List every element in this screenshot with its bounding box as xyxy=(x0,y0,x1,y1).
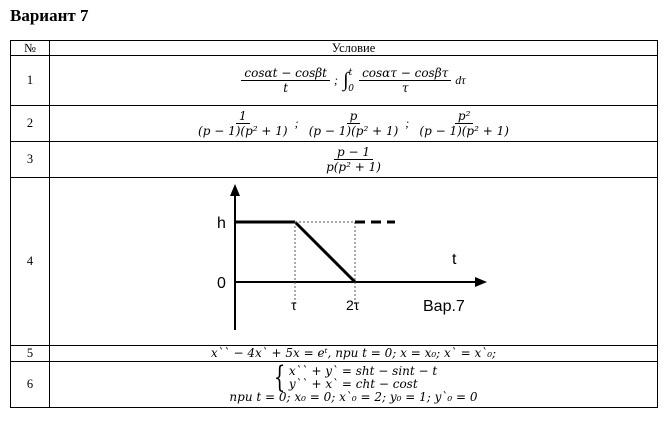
variant-label: Вар.7 xyxy=(422,297,465,315)
system-lines xyxy=(289,365,437,391)
denominator: (p − 1)(p² + 1) xyxy=(198,124,288,138)
header-number: № xyxy=(11,41,50,56)
separator: ; xyxy=(333,73,338,87)
numerator: cosαt − cosβt xyxy=(241,66,330,81)
table-row xyxy=(11,346,658,362)
table-row xyxy=(11,178,658,346)
table-row xyxy=(11,56,658,106)
denominator: (p − 1)(p² + 1) xyxy=(308,124,399,138)
row-number: 5 xyxy=(11,346,50,362)
signal-decline xyxy=(295,222,355,282)
condition-cell xyxy=(50,362,658,408)
system-brace: { xyxy=(273,360,286,395)
integral-upper-limit: t xyxy=(348,68,353,79)
fraction xyxy=(359,66,451,95)
x-axis-arrow xyxy=(475,277,487,287)
y-axis-arrow xyxy=(230,184,240,196)
fraction xyxy=(306,109,402,138)
separator: ; xyxy=(294,116,299,130)
row-number: 6 xyxy=(11,362,50,408)
row-number: 1 xyxy=(11,56,50,106)
row-number: 3 xyxy=(11,142,50,178)
fraction xyxy=(195,109,291,138)
label-t: t xyxy=(451,250,456,268)
label-h: h xyxy=(216,214,226,232)
table-row xyxy=(11,362,658,408)
integral-lower-limit: 0 xyxy=(348,84,354,95)
table-header-row xyxy=(11,41,658,56)
fraction xyxy=(416,109,512,138)
equation: x`` − 4x` + 5x = eᵗ, при t = 0; x = x₀; x` = x`₀; xyxy=(210,346,497,360)
differential: dτ xyxy=(455,73,466,87)
table-row xyxy=(11,142,658,178)
signal-graph xyxy=(209,180,499,344)
condition-cell xyxy=(50,178,658,346)
denominator: t xyxy=(283,81,289,95)
tick-two-tau: 2τ xyxy=(345,296,359,313)
numerator: 1 xyxy=(236,109,250,124)
numerator: p xyxy=(347,109,361,124)
table-row xyxy=(11,106,658,142)
condition-cell xyxy=(50,142,658,178)
tick-tau: τ xyxy=(290,296,297,313)
numerator: p − 1 xyxy=(334,145,373,160)
condition-cell xyxy=(50,346,658,362)
page-title: Вариант 7 xyxy=(10,6,89,25)
numerator: cosατ − cosβτ xyxy=(359,66,451,81)
task-table xyxy=(10,40,658,408)
denominator: (p − 1)(p² + 1) xyxy=(419,124,509,138)
row-number: 4 xyxy=(11,178,50,346)
denominator: τ xyxy=(401,81,409,95)
fraction xyxy=(241,66,330,95)
system-equation-1: x`` + y` = sht − sint − t xyxy=(288,364,438,378)
system-equation-2: y`` + x` = cht − cost xyxy=(288,377,418,391)
separator: ; xyxy=(405,116,410,130)
equation-system xyxy=(270,360,438,395)
condition-cell xyxy=(50,56,658,106)
condition-cell xyxy=(50,106,658,142)
fraction xyxy=(323,145,384,174)
initial-conditions: при t = 0; x₀ = 0; x`₀ = 2; y₀ = 1; y`₀ = 0 xyxy=(229,390,478,404)
row-number: 2 xyxy=(11,106,50,142)
numerator: p² xyxy=(455,109,474,124)
denominator: p(p² + 1) xyxy=(326,160,381,174)
label-zero: 0 xyxy=(216,274,226,292)
header-condition: Условие xyxy=(50,41,658,56)
integral-sign: ∫ xyxy=(343,69,349,91)
